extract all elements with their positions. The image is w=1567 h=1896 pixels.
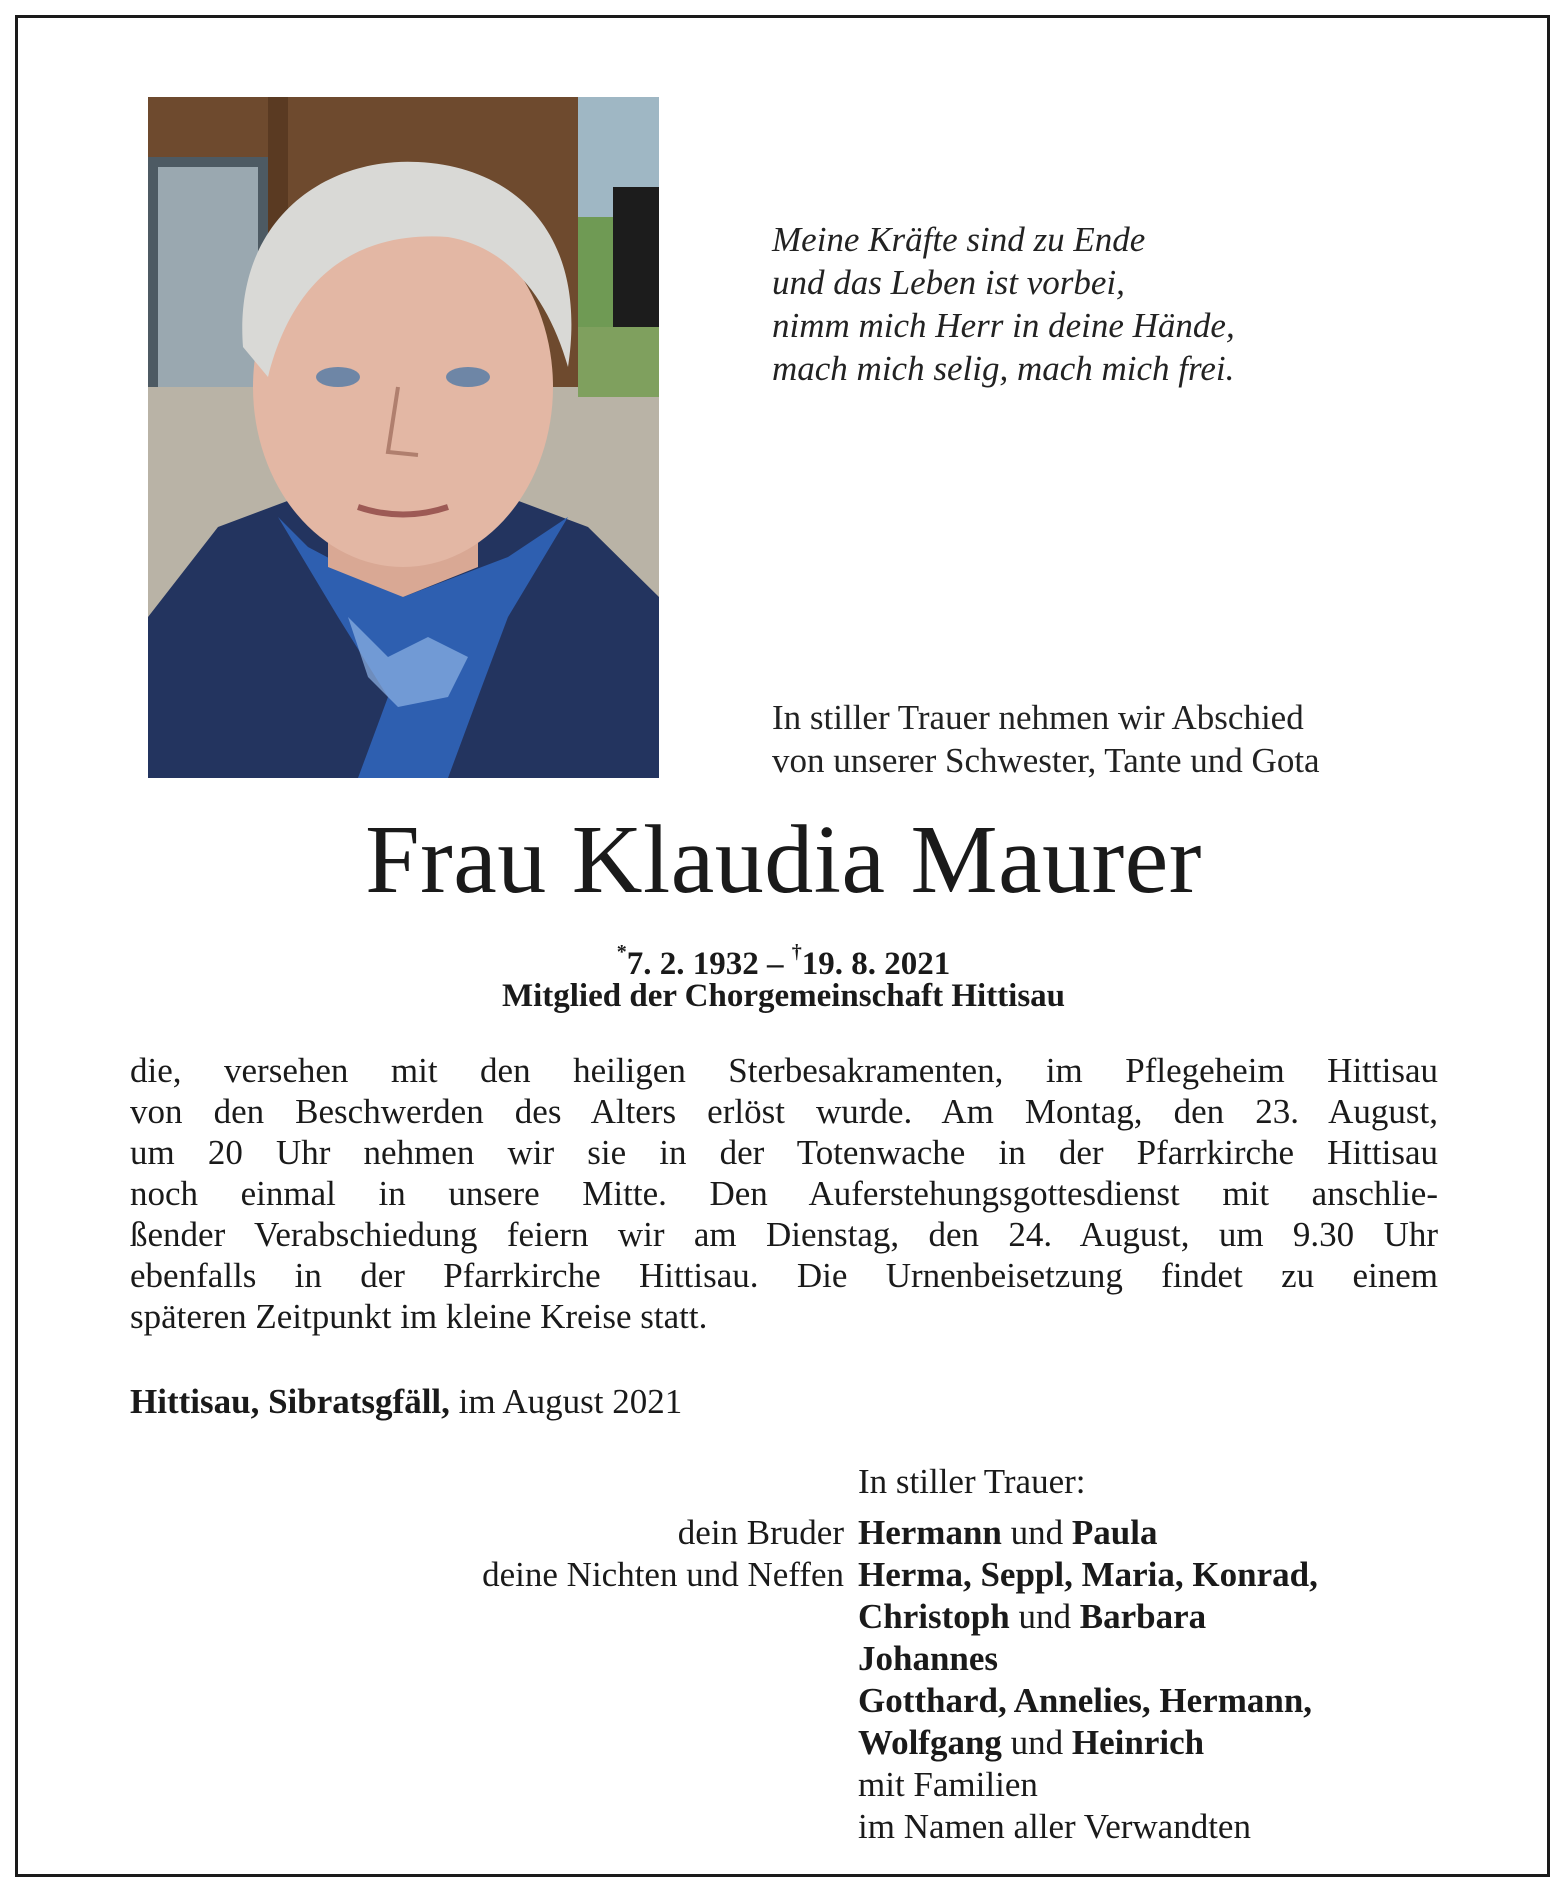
date-dash: –: [758, 946, 792, 982]
mourner-name: Hermann: [858, 1513, 1002, 1552]
body-line: die, versehen mit den heiligen Sterbesakramenten, im Pflegeheim Hittisau: [130, 1051, 1438, 1090]
death-symbol: †: [791, 941, 802, 963]
portrait-illustration: [148, 97, 659, 778]
connector-text: im Namen aller Verwandten: [858, 1807, 1251, 1846]
mourner-line: [858, 1764, 1318, 1806]
mourner-name: Christoph: [858, 1597, 1010, 1636]
mourner-names: [858, 1512, 1318, 1848]
mourner-name: Herma, Seppl, Maria, Konrad,: [858, 1555, 1318, 1594]
mourner-line: [858, 1638, 1318, 1680]
mourner-name: Barbara: [1079, 1597, 1207, 1636]
intro-line: von unserer Schwester, Tante und Gota: [772, 741, 1320, 780]
poem-line: nimm mich Herr in deine Hände,: [772, 306, 1235, 345]
mourner-name: Paula: [1071, 1513, 1158, 1552]
body-line: um 20 Uhr nehmen wir sie in der Totenwache in der Pfarrkirche Hittisau: [130, 1133, 1438, 1172]
death-date: 19. 8. 2021: [801, 946, 951, 982]
deceased-name: Frau Klaudia Maurer: [365, 806, 1202, 914]
mourner-name: Heinrich: [1071, 1723, 1205, 1762]
connector-text: und: [1009, 1597, 1080, 1636]
place-names: Hittisau, Sibratsgfäll,: [130, 1382, 450, 1421]
intro-text: [772, 696, 1472, 782]
mourner-line: [858, 1722, 1318, 1764]
body-line: noch einmal in unsere Mitte. Den Auferstehungsgottesdienst mit anschlie-: [130, 1174, 1438, 1213]
mourner-name: Gotthard, Annelies, Hermann,: [858, 1681, 1313, 1720]
place-date-text: im August 2021: [449, 1382, 683, 1421]
poem-line: und das Leben ist vorbei,: [772, 263, 1125, 302]
body-line: ebenfalls in der Pfarrkirche Hittisau. Die Urnenbeisetzung findet zu einem: [130, 1256, 1438, 1295]
poem: [772, 218, 1492, 390]
body-line: späteren Zeitpunkt im kleine Kreise statt.: [130, 1297, 708, 1336]
place-date: [130, 1380, 682, 1423]
mourner-name: Wolfgang: [858, 1723, 1002, 1762]
intro-line: In stiller Trauer nehmen wir Abschied: [772, 698, 1304, 737]
connector-text: mit Familien: [858, 1765, 1038, 1804]
poem-line: Meine Kräfte sind zu Ende: [772, 220, 1146, 259]
body-line: von den Beschwerden des Alters erlöst wurde. Am Montag, den 23. August,: [130, 1092, 1438, 1131]
mourner-line: [858, 1554, 1318, 1596]
mourners-heading: In stiller Trauer:: [858, 1462, 1086, 1501]
body-line: ßender Verabschiedung feiern wir am Dienstag, den 24. August, um 9.30 Uhr: [130, 1215, 1438, 1254]
connector-text: und: [1001, 1723, 1072, 1762]
birth-symbol: *: [616, 941, 627, 963]
membership-line: Mitglied der Chorgemeinschaft Hittisau: [501, 978, 1066, 1014]
mourner-line: [858, 1680, 1318, 1722]
announcement-text: [130, 1050, 1438, 1337]
mourner-line: [858, 1512, 1318, 1554]
connector-text: und: [1001, 1513, 1072, 1552]
mourner-line: [858, 1806, 1318, 1848]
mourner-name: Johannes: [858, 1639, 999, 1678]
relation-label: deine Nichten und Neffen: [482, 1555, 844, 1594]
birth-date: 7. 2. 1932: [626, 946, 759, 982]
portrait-photo: [148, 97, 659, 778]
poem-line: mach mich selig, mach mich frei.: [772, 349, 1235, 388]
mourner-relations: [482, 1512, 844, 1596]
mourner-line: [858, 1596, 1318, 1638]
relation-label: dein Bruder: [677, 1513, 844, 1552]
